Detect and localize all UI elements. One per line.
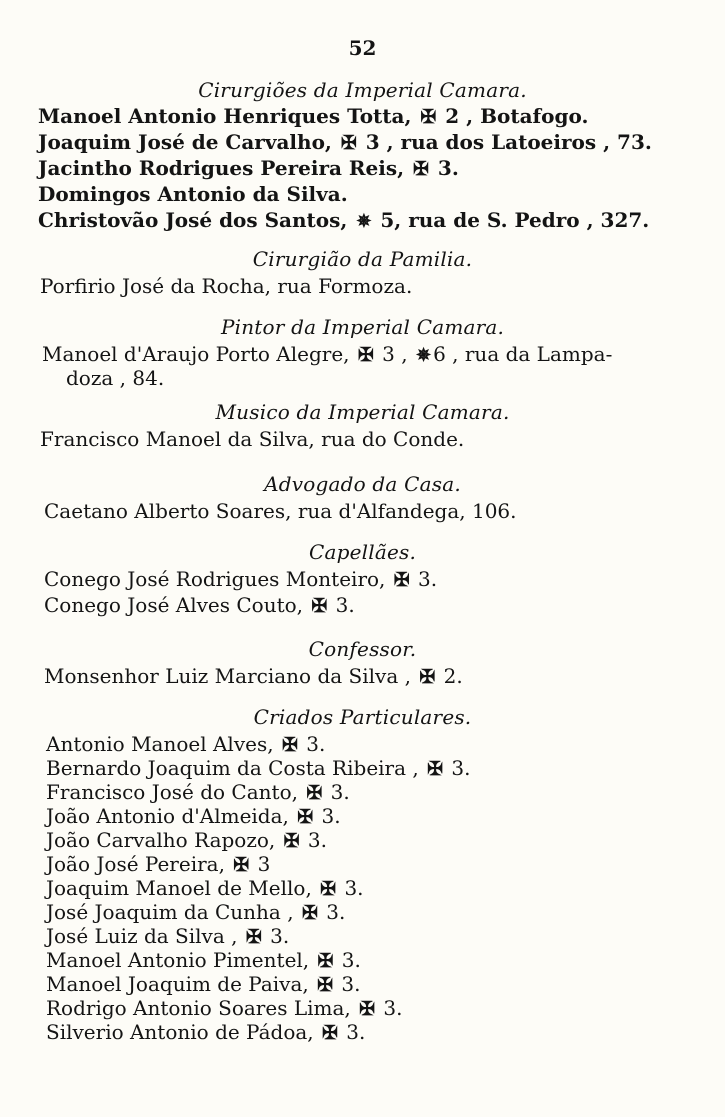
- section-heading: Musico da Imperial Camara.: [215, 400, 510, 424]
- entry-text: Conego José Alves Couto,: [44, 593, 310, 617]
- order-star-icon: ✵: [356, 211, 372, 232]
- entry-line: [44, 499, 517, 523]
- entry-text: Silverio Antonio de Pádoa,: [46, 1020, 321, 1044]
- entry-text: Jacintho Rodrigues Pereira Reis,: [38, 156, 412, 180]
- entry-line: [40, 427, 464, 451]
- entry-text: Monsenhor Luiz Marciano da Silva ,: [44, 664, 418, 688]
- order-cross-icon: ✠: [393, 569, 410, 591]
- entry-line: [46, 924, 289, 949]
- order-cross-icon: ✠: [245, 926, 262, 948]
- section-heading: Pintor da Imperial Camara.: [220, 315, 505, 339]
- entry-line: [44, 593, 355, 618]
- entry-line: [42, 342, 612, 368]
- entry-text: 5, rua de S. Pedro , 327.: [373, 208, 650, 232]
- entry-text: Manoel Joaquim de Paiva,: [46, 972, 316, 996]
- entry-line: [44, 567, 437, 592]
- section-heading: Cirurgiões da Imperial Camara.: [198, 78, 527, 102]
- order-cross-icon: ✠: [420, 106, 437, 128]
- order-cross-icon: ✠: [283, 830, 300, 852]
- section-heading: Cirurgião da Pamilia.: [252, 247, 473, 271]
- entry-text: 3.: [324, 780, 350, 804]
- entry-text: 3 ,: [375, 342, 414, 366]
- entry-text: 3.: [377, 996, 403, 1020]
- entry-line: [46, 876, 364, 901]
- order-cross-icon: ✠: [419, 666, 436, 688]
- entry-text: 3.: [445, 756, 471, 780]
- entry-text: 3 , rua dos Latoeiros , 73.: [358, 130, 652, 154]
- entry-text: Manoel Antonio Henriques Totta,: [38, 104, 419, 128]
- entry-line: [46, 852, 270, 877]
- entry-line: [46, 1020, 365, 1045]
- entry-text: 3.: [299, 732, 326, 756]
- order-cross-icon: ✠: [322, 1022, 338, 1044]
- entry-line: [66, 366, 164, 390]
- order-cross-icon: ✠: [317, 974, 334, 996]
- order-cross-icon: ✠: [359, 998, 376, 1020]
- order-cross-icon: ✠: [340, 132, 357, 154]
- order-star-icon: ✵: [415, 345, 432, 366]
- entry-text: 3.: [263, 924, 290, 948]
- section-heading: Capellães.: [308, 540, 417, 564]
- entry-line: [46, 900, 345, 925]
- page-number: 52: [348, 36, 377, 60]
- entry-line: [46, 780, 350, 805]
- entry-text: 3.: [338, 876, 364, 900]
- section-heading: Criados Particulares.: [253, 705, 472, 729]
- order-cross-icon: ✠: [301, 902, 318, 924]
- section-heading: Advogado da Casa.: [264, 472, 461, 496]
- entry-text: Rodrigo Antonio Soares Lima,: [46, 996, 358, 1020]
- entry-text: José Luiz da Silva ,: [46, 924, 244, 948]
- entry-text: Manoel d'Araujo Porto Alegre,: [42, 342, 356, 366]
- entry-text: 3.: [339, 1020, 366, 1044]
- entry-text: Christovão José dos Santos,: [38, 208, 355, 232]
- entry-line: [44, 664, 463, 689]
- entry-text: Joaquim José de Carvalho,: [38, 130, 339, 154]
- entry-text: Joaquim Manoel de Mello,: [46, 876, 319, 900]
- entry-text: 3.: [315, 804, 341, 828]
- entry-text: Domingos Antonio da Silva.: [38, 182, 348, 206]
- entry-text: 3.: [335, 948, 361, 972]
- entry-text: Francisco Manoel da Silva, rua do Conde.: [40, 427, 465, 451]
- entry-text: 3.: [329, 593, 355, 617]
- entry-text: 3.: [319, 900, 346, 924]
- entry-line: [46, 948, 361, 973]
- entry-line: [46, 996, 402, 1021]
- order-cross-icon: ✠: [306, 782, 323, 804]
- entry-text: Conego José Rodrigues Monteiro,: [44, 567, 392, 591]
- entry-text: Francisco José do Canto,: [46, 780, 305, 804]
- order-cross-icon: ✠: [413, 158, 429, 180]
- entry-line: [46, 804, 341, 829]
- entry-line: [38, 104, 588, 129]
- entry-line: [46, 756, 470, 781]
- entry-text: 6 , rua da Lampa-: [433, 342, 613, 366]
- order-cross-icon: ✠: [233, 854, 250, 876]
- entry-line: [38, 182, 348, 206]
- order-cross-icon: ✠: [357, 344, 374, 366]
- entry-text: João José Pereira,: [46, 852, 232, 876]
- entry-text: José Joaquim da Cunha ,: [46, 900, 300, 924]
- order-cross-icon: ✠: [297, 806, 314, 828]
- entry-text: Antonio Manoel Alves,: [46, 732, 280, 756]
- entry-text: 3.: [335, 972, 361, 996]
- order-cross-icon: ✠: [317, 950, 334, 972]
- entry-text: Caetano Alberto Soares, rua d'Alfandega, 106.: [44, 499, 517, 523]
- section-heading: Confessor.: [308, 637, 417, 661]
- entry-text: doza , 84.: [66, 366, 165, 390]
- entry-text: 3.: [430, 156, 459, 180]
- entry-text: 2.: [437, 664, 463, 688]
- entry-line: [46, 828, 327, 853]
- entry-text: João Carvalho Rapozo,: [46, 828, 282, 852]
- order-cross-icon: ✠: [320, 878, 337, 900]
- entry-text: 3: [251, 852, 271, 876]
- entry-text: Porfirio José da Rocha, rua Formoza.: [40, 274, 413, 298]
- entry-text: 3.: [301, 828, 328, 852]
- entry-line: [40, 274, 412, 298]
- entry-line: [46, 972, 361, 997]
- order-cross-icon: ✠: [427, 758, 444, 780]
- order-cross-icon: ✠: [281, 734, 298, 756]
- entry-text: Manoel Antonio Pimentel,: [46, 948, 316, 972]
- order-cross-icon: ✠: [311, 595, 328, 617]
- entry-text: 2 , Botafogo.: [438, 104, 589, 128]
- entry-line: [46, 732, 325, 757]
- entry-text: João Antonio d'Almeida,: [46, 804, 296, 828]
- entry-line: [38, 208, 649, 234]
- entry-text: Bernardo Joaquim da Costa Ribeira ,: [46, 756, 426, 780]
- entry-text: 3.: [411, 567, 438, 591]
- entry-line: [38, 156, 459, 181]
- entry-line: [38, 130, 652, 155]
